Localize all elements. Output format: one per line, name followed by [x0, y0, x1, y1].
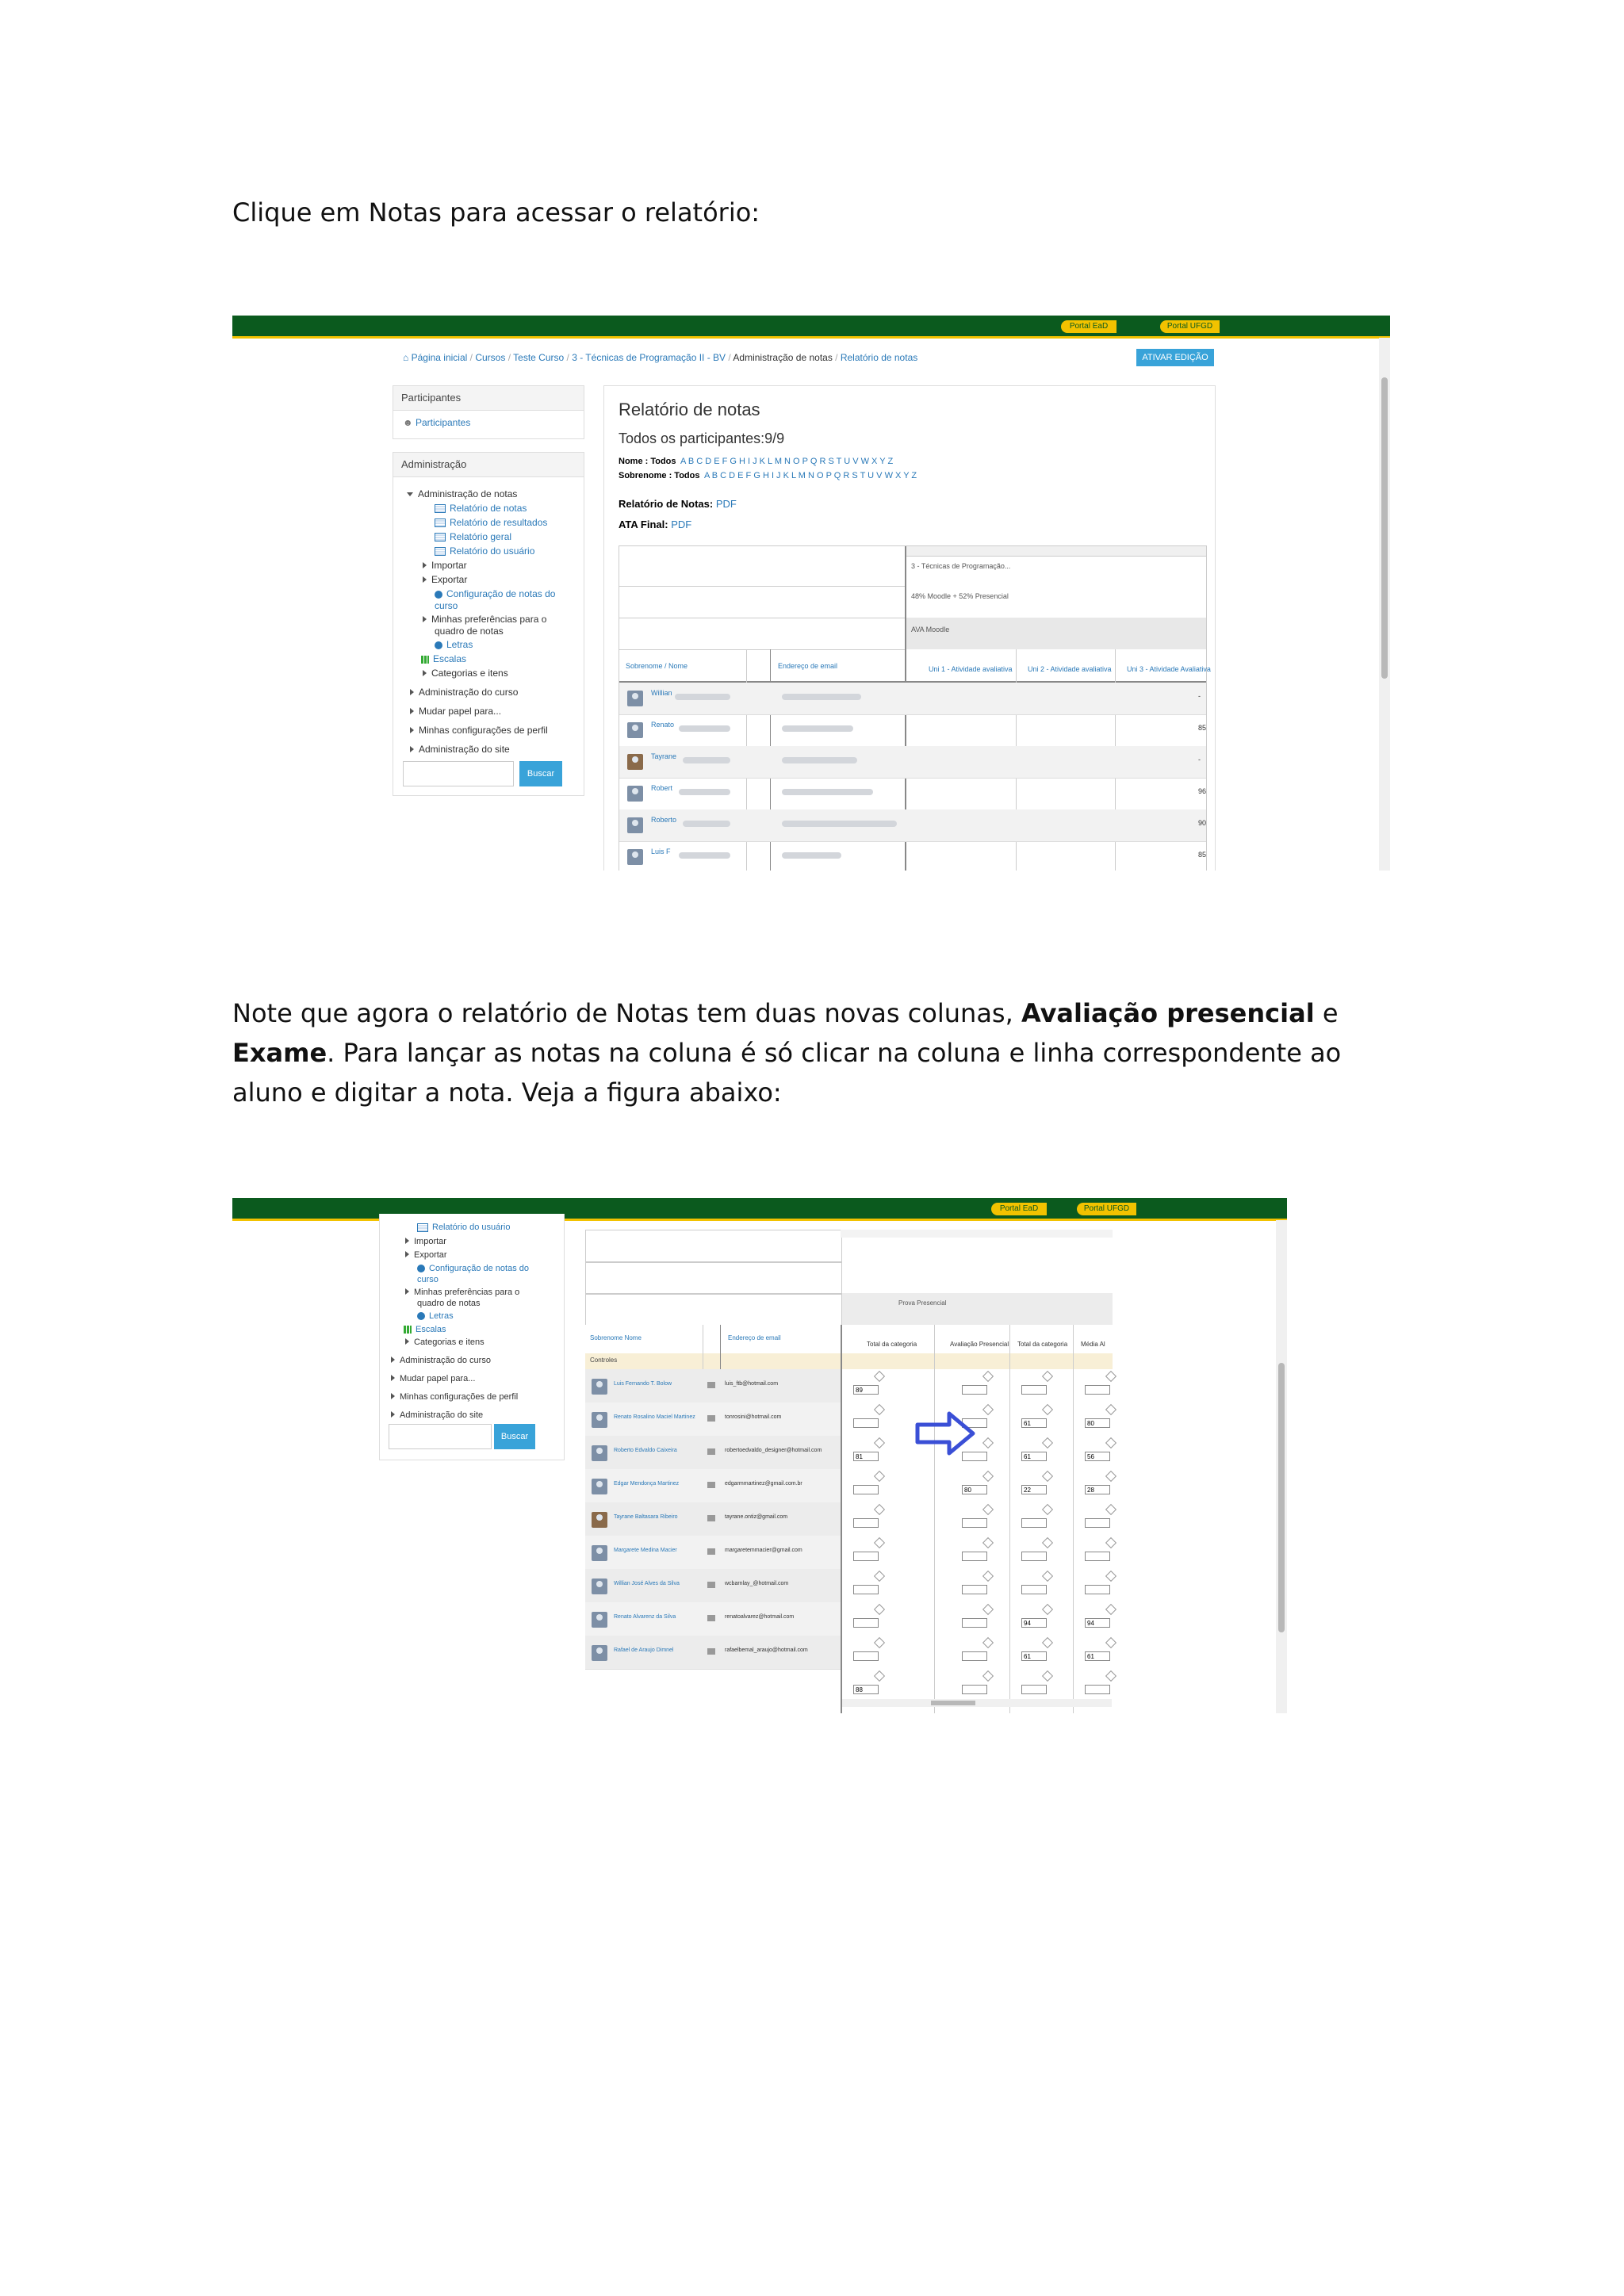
note-col1: Avaliação presencial [1021, 998, 1315, 1028]
tree-course-grade-settings[interactable]: Configuração de notas do [417, 1264, 529, 1273]
table-row[interactable] [619, 714, 1206, 747]
col-email-header[interactable]: Endereço de email [778, 662, 838, 670]
grade-input[interactable] [853, 1518, 879, 1528]
grade-input[interactable]: 56 [1085, 1452, 1110, 1461]
student-email[interactable]: renatoalvarez@hotmail.com [725, 1614, 795, 1620]
tree-scales[interactable]: Escalas [421, 653, 466, 664]
category-header-bg [842, 1293, 1113, 1325]
grade-input[interactable] [1021, 1585, 1047, 1594]
pencil-icon[interactable] [1105, 1571, 1116, 1582]
pdf-report-link[interactable]: PDF [715, 498, 737, 510]
pencil-icon[interactable] [982, 1670, 994, 1682]
pencil-icon[interactable] [874, 1504, 885, 1515]
moodle-weight-header: 48% Moodle + 52% Presencial [911, 592, 1009, 600]
grader-table [619, 545, 1211, 871]
grade-input[interactable] [1085, 1518, 1110, 1528]
chart-bars-icon [404, 1326, 412, 1334]
student-name[interactable]: Tayrane [651, 752, 677, 760]
profile-card-icon[interactable] [707, 1648, 715, 1655]
grade-value[interactable]: 96 [1198, 787, 1207, 795]
student-name[interactable]: Robert [651, 784, 673, 792]
pencil-icon[interactable] [874, 1437, 885, 1448]
student-name[interactable]: Willian José Alves da Silva [614, 1581, 680, 1586]
table-row[interactable] [619, 746, 1206, 779]
pencil-icon[interactable] [982, 1604, 994, 1615]
pencil-icon[interactable] [982, 1537, 994, 1548]
pencil-icon[interactable] [1042, 1471, 1053, 1482]
grid-scroll-thumb[interactable] [931, 1701, 975, 1705]
pencil-icon[interactable] [1042, 1571, 1053, 1582]
ava-moodle-header: AVA Moodle [911, 626, 950, 633]
tree-preferences-2[interactable]: quadro de notas [417, 1299, 481, 1308]
breadcrumb-teste[interactable]: Teste Curso [513, 352, 565, 363]
grade-input[interactable] [853, 1418, 879, 1428]
tree-outcomes-report[interactable]: Relatório de resultados [435, 517, 547, 528]
breadcrumb: ⌂ Página inicial / Cursos / Teste Curso / 3 - Técnicas de Programação II - BV / Administração de notas / Relatório de notas [403, 352, 918, 363]
profile-card-icon[interactable] [707, 1615, 715, 1621]
portal-ead-link[interactable]: Portal EaD [1061, 320, 1116, 333]
pencil-icon[interactable] [982, 1437, 994, 1448]
student-name[interactable]: Luis Fernando T. Bolow [614, 1381, 672, 1387]
grade-value[interactable]: 85 [1198, 851, 1207, 859]
tree-grade-admin[interactable]: Administração de notas [407, 488, 517, 499]
note-prefix: Note que agora o relatório de Notas tem duas novas colunas, [232, 998, 1021, 1028]
pencil-icon[interactable] [1105, 1504, 1116, 1515]
grade-input[interactable] [1085, 1585, 1110, 1594]
table-row[interactable] [619, 809, 1206, 842]
grade-input[interactable] [1021, 1552, 1047, 1561]
grade-input[interactable]: 28 [1085, 1485, 1110, 1494]
grade-input[interactable] [1085, 1552, 1110, 1561]
top-bar [232, 316, 1390, 339]
pencil-icon[interactable] [874, 1670, 885, 1682]
grade-input[interactable] [962, 1552, 987, 1561]
table-row[interactable] [585, 1569, 841, 1603]
note-col2: Exame [232, 1038, 327, 1068]
tree-categories[interactable]: Categorias e itens [423, 668, 508, 679]
intro-text: Clique em Notas para acessar o relatório: [232, 197, 760, 228]
grid-horizontal-scrollbar[interactable] [842, 1699, 1112, 1707]
grade-input[interactable]: 80 [962, 1485, 987, 1494]
col-total-category2-header[interactable]: Total da categoria [1017, 1341, 1068, 1348]
profile-card-icon[interactable] [707, 1548, 715, 1555]
pencil-icon[interactable] [874, 1604, 885, 1615]
pencil-icon[interactable] [874, 1537, 885, 1548]
avatar [592, 1612, 607, 1628]
student-email[interactable]: luis_ftb@hotmail.com [725, 1381, 779, 1387]
breadcrumb-report[interactable]: Relatório de notas [840, 352, 918, 363]
grade-input[interactable] [853, 1552, 879, 1561]
last-name-letters[interactable]: A B C D E F G H I J K L M N O P Q R S T U V W X Y Z [703, 471, 917, 480]
avatar [592, 1479, 607, 1494]
avatar [592, 1645, 607, 1661]
col-media-header[interactable]: Média Al [1081, 1341, 1105, 1348]
pencil-icon[interactable] [982, 1404, 994, 1415]
avatar [592, 1512, 607, 1528]
grade-input[interactable] [1085, 1385, 1110, 1395]
tree-grade-report[interactable]: Relatório de notas [435, 503, 527, 514]
pencil-icon[interactable] [1042, 1404, 1053, 1415]
avatar [592, 1412, 607, 1428]
tree-switch-role[interactable]: Mudar papel para... [391, 1374, 475, 1383]
profile-card-icon[interactable] [707, 1582, 715, 1588]
table-icon [435, 504, 446, 513]
profile-card-icon[interactable] [707, 1448, 715, 1455]
grade-input[interactable]: 88 [853, 1685, 879, 1694]
tree-import[interactable]: Importar [405, 1237, 446, 1246]
pencil-icon[interactable] [1042, 1637, 1053, 1648]
col-u2-header[interactable]: Uni 2 - Atividade avaliativa [1028, 665, 1112, 673]
breadcrumb-course[interactable]: 3 - Técnicas de Programação II - BV [572, 352, 726, 363]
grade-input[interactable]: 80 [1085, 1418, 1110, 1428]
grade-input[interactable] [962, 1585, 987, 1594]
pencil-icon[interactable] [1105, 1670, 1116, 1682]
admin-search-button[interactable]: Buscar [519, 761, 562, 786]
grade-input[interactable]: 61 [1021, 1651, 1047, 1661]
grade-input[interactable]: 81 [853, 1452, 879, 1461]
student-name[interactable]: Renato Alvarenz da Silva [614, 1614, 676, 1620]
grade-input[interactable] [962, 1651, 987, 1661]
gear-icon [435, 641, 442, 649]
pencil-icon[interactable] [1105, 1471, 1116, 1482]
pdf-final-link[interactable]: PDF [671, 519, 692, 530]
tree-user-report[interactable]: Relatório do usuário [435, 545, 534, 557]
tree-switch-role[interactable]: Mudar papel para... [410, 706, 501, 717]
screenshot-grade-entry [232, 1198, 1287, 1713]
grade-input[interactable]: 61 [1021, 1452, 1047, 1461]
tree-profile-settings[interactable]: Minhas configurações de perfil [391, 1392, 518, 1402]
table-icon [435, 547, 446, 556]
pencil-icon[interactable] [982, 1371, 994, 1382]
course-category-header: 3 - Técnicas de Programação... [911, 562, 1011, 570]
pencil-icon[interactable] [1105, 1537, 1116, 1548]
grade-input[interactable] [962, 1385, 987, 1395]
table-row[interactable] [585, 1602, 841, 1636]
student-name[interactable]: Roberto [651, 816, 677, 824]
participants-block [393, 385, 584, 439]
note-and: e [1314, 998, 1339, 1028]
gear-icon [435, 591, 442, 599]
pencil-icon[interactable] [1042, 1670, 1053, 1682]
portal-ead-link[interactable]: Portal EaD [991, 1203, 1047, 1215]
ava-moodle-header-bg [906, 618, 1206, 649]
grade-input[interactable]: 61 [1021, 1418, 1047, 1428]
scroll-thumb[interactable] [1381, 377, 1388, 679]
grade-input[interactable] [962, 1618, 987, 1628]
profile-card-icon[interactable] [707, 1415, 715, 1422]
arrow-right-icon [914, 1410, 976, 1456]
table-row[interactable] [585, 1436, 841, 1470]
grade-input[interactable]: 89 [853, 1385, 879, 1395]
tree-profile-settings[interactable]: Minhas configurações de perfil [410, 725, 548, 736]
pencil-icon[interactable] [1105, 1437, 1116, 1448]
grade-value[interactable]: 90 [1198, 819, 1207, 827]
student-name[interactable]: Roberto Edvaldo Caixeira [614, 1448, 677, 1453]
grade-value[interactable]: - [1198, 756, 1201, 763]
pencil-icon[interactable] [982, 1504, 994, 1515]
col-u1-header[interactable]: Uni 1 - Atividade avaliativa [929, 665, 1013, 673]
student-email[interactable]: tonrosini@hotmail.com [725, 1414, 782, 1420]
tree-user-report[interactable]: Relatório do usuário [417, 1223, 510, 1232]
screenshot-grade-report [232, 316, 1390, 871]
table-row[interactable] [585, 1502, 841, 1536]
tree-course-admin[interactable]: Administração do curso [410, 687, 518, 698]
grade-input[interactable]: 22 [1021, 1485, 1047, 1494]
grade-input[interactable] [1085, 1685, 1110, 1694]
col-name-header[interactable]: Sobrenome / Nome [626, 662, 688, 670]
grade-input[interactable] [1021, 1518, 1047, 1528]
enable-edit-button[interactable]: ATIVAR EDIÇÃO [1136, 349, 1214, 366]
pencil-icon[interactable] [874, 1404, 885, 1415]
student-name[interactable]: Margarete Medina Macier [614, 1548, 677, 1553]
avatar [592, 1379, 607, 1395]
tree-scales[interactable]: Escalas [404, 1325, 446, 1334]
tree-course-admin[interactable]: Administração do curso [391, 1356, 491, 1365]
student-name[interactable]: Rafael de Araujo Dimnel [614, 1647, 674, 1653]
report-subtitle: Todos os participantes:9/9 [619, 430, 785, 446]
student-name[interactable]: Tayrane Baltasara Ribeiro [614, 1514, 678, 1520]
pencil-icon[interactable] [874, 1371, 885, 1382]
col-avaliacao-header[interactable]: Avaliação Presencial [950, 1341, 1009, 1348]
gear-icon [417, 1312, 425, 1320]
tree-export[interactable]: Exportar [405, 1250, 447, 1260]
tree-preferences[interactable]: Minhas preferências para o [423, 614, 546, 625]
avatar [592, 1445, 607, 1461]
table-row[interactable] [585, 1536, 841, 1570]
grader-table [585, 1230, 1113, 1713]
student-name[interactable]: Luis F [651, 848, 671, 855]
note-text [232, 993, 1390, 1112]
breadcrumb-admin[interactable]: Administração de notas [733, 352, 833, 363]
tree-categories[interactable]: Categorias e itens [405, 1337, 485, 1347]
tree-letters[interactable]: Letras [435, 639, 473, 650]
grade-input[interactable] [853, 1585, 879, 1594]
tree-course-grade-settings[interactable]: Configuração de notas do [435, 588, 555, 599]
first-name-filter: Nome : Todos A B C D E F G H I J K L M N O P Q R S T U V W X Y Z [619, 457, 894, 466]
tree-overview-report[interactable]: Relatório geral [435, 531, 511, 542]
student-name[interactable]: Renato [651, 721, 675, 729]
tree-preferences-2[interactable]: quadro de notas [435, 626, 504, 637]
profile-card-icon[interactable] [707, 1482, 715, 1488]
page-scrollbar[interactable] [1379, 338, 1390, 871]
avatar [627, 817, 643, 833]
student-email[interactable]: robertoedvaldo_designer@hotmail.com [725, 1448, 822, 1453]
avatar [627, 691, 643, 706]
grade-input[interactable] [962, 1685, 987, 1694]
profile-card-icon[interactable] [707, 1515, 715, 1521]
table-icon [435, 533, 446, 541]
tree-export[interactable]: Exportar [423, 574, 467, 585]
pencil-icon[interactable] [982, 1571, 994, 1582]
pencil-icon[interactable] [1105, 1604, 1116, 1615]
grade-input[interactable]: 94 [1085, 1618, 1110, 1628]
table-icon [417, 1223, 428, 1232]
grade-input[interactable] [1021, 1685, 1047, 1694]
student-name[interactable]: Willian [651, 689, 672, 697]
column-header-row [585, 1325, 1113, 1355]
tree-site-admin[interactable]: Administração do site [410, 744, 510, 755]
grade-input[interactable] [853, 1651, 879, 1661]
note-suffix: . Para lançar as notas na coluna é só clicar na coluna e linha correspondente ao aluno e digitar a nota. Veja a figura abaixo: [232, 1038, 1342, 1108]
table-row[interactable] [585, 1636, 841, 1670]
controls-label: Controles [590, 1357, 618, 1364]
grade-input[interactable] [853, 1618, 879, 1628]
portal-ufgd-link[interactable]: Portal UFGD [1160, 320, 1220, 333]
pencil-icon[interactable] [982, 1471, 994, 1482]
column-header-row [619, 649, 1206, 683]
report-title: Relatório de notas [619, 400, 760, 419]
pencil-icon[interactable] [1042, 1604, 1053, 1615]
pencil-icon[interactable] [1042, 1537, 1053, 1548]
table-row[interactable] [585, 1402, 841, 1437]
pdf-final-row: ATA Final: PDF [619, 519, 692, 530]
pencil-icon[interactable] [1105, 1404, 1116, 1415]
tree-letters[interactable]: Letras [417, 1311, 454, 1321]
tree-course-grade-settings-2[interactable]: curso [417, 1275, 439, 1284]
table-row[interactable] [619, 841, 1206, 871]
profile-card-icon[interactable] [707, 1382, 715, 1388]
home-icon: ⌂ [403, 352, 409, 363]
table-row[interactable] [585, 1369, 841, 1403]
student-email[interactable]: wcbarnlay_@hotmail.com [725, 1581, 789, 1586]
participants-block-title: Participantes [393, 386, 584, 411]
grade-input[interactable]: 61 [1085, 1651, 1110, 1661]
pencil-icon[interactable] [1105, 1371, 1116, 1382]
col-u3-header[interactable]: Uni 3 - Atividade Avaliativa [1127, 665, 1211, 673]
grade-input[interactable] [1021, 1385, 1047, 1395]
pencil-icon[interactable] [874, 1471, 885, 1482]
table-row[interactable] [585, 1469, 841, 1503]
last-name-filter: Sobrenome : Todos A B C D E F G H I J K L M N O P Q R S T U V W X Y Z [619, 471, 917, 480]
avatar [627, 786, 643, 802]
table-icon [435, 519, 446, 527]
breadcrumb-cursos[interactable]: Cursos [475, 352, 506, 363]
pencil-icon[interactable] [874, 1637, 885, 1648]
gear-icon [417, 1265, 425, 1272]
page-scrollbar[interactable] [1276, 1220, 1287, 1713]
admin-block-title: Administração [393, 453, 584, 477]
grade-input[interactable] [853, 1485, 879, 1494]
admin-search-button[interactable]: Buscar [494, 1424, 535, 1449]
student-name[interactable]: Renato Rosalino Maciel Martinez [614, 1414, 695, 1420]
pencil-icon[interactable] [874, 1571, 885, 1582]
table-row[interactable] [619, 683, 1206, 715]
student-email[interactable]: rafaelbemal_araujo@hotmail.com [725, 1647, 808, 1653]
col-email-header[interactable]: Endereço de email [728, 1334, 781, 1341]
scroll-thumb[interactable] [1278, 1363, 1285, 1632]
avatar [627, 722, 643, 738]
grade-value[interactable]: 85 [1198, 724, 1207, 732]
student-email[interactable]: margaretemmacier@gmail.com [725, 1548, 802, 1553]
chart-bars-icon [421, 656, 429, 664]
breadcrumb-home[interactable]: Página inicial [411, 352, 468, 363]
pencil-icon[interactable] [1042, 1437, 1053, 1448]
pdf-report-row: Relatório de Notas: PDF [619, 498, 737, 510]
avatar [627, 849, 643, 865]
avatar [627, 754, 643, 770]
table-row[interactable] [619, 778, 1206, 810]
grade-value[interactable]: - [1198, 692, 1201, 700]
tree-import[interactable]: Importar [423, 560, 467, 571]
portal-ufgd-link[interactable]: Portal UFGD [1077, 1203, 1136, 1215]
col-name-header[interactable]: Sobrenome Nome [590, 1334, 642, 1341]
admin-search-input[interactable] [389, 1424, 492, 1449]
avatar [592, 1578, 607, 1594]
tree-course-grade-settings-2[interactable]: curso [435, 600, 458, 611]
prova-presencial-header: Prova Presencial [898, 1299, 947, 1307]
pencil-icon[interactable] [1105, 1637, 1116, 1648]
tree-preferences[interactable]: Minhas preferências para o [405, 1288, 519, 1297]
pencil-icon[interactable] [982, 1637, 994, 1648]
grade-input[interactable] [962, 1518, 987, 1528]
users-icon: ☻ [403, 417, 413, 428]
student-email[interactable]: tayrane.ontiz@gmail.com [725, 1514, 788, 1520]
col-total-category-header[interactable]: Total da categoria [867, 1341, 917, 1348]
pencil-icon[interactable] [1042, 1504, 1053, 1515]
controls-row [585, 1353, 1113, 1369]
first-name-letters[interactable]: A B C D E F G H I J K L M N O P Q R S T U V W X Y Z [680, 457, 894, 466]
participants-link[interactable]: Participantes [415, 417, 471, 428]
admin-search-input[interactable] [403, 761, 514, 786]
student-email[interactable]: edgarmmartinez@gmail.com.br [725, 1481, 802, 1487]
tree-site-admin[interactable]: Administração do site [391, 1410, 483, 1420]
grade-input[interactable]: 94 [1021, 1618, 1047, 1628]
pencil-icon[interactable] [1042, 1371, 1053, 1382]
student-name[interactable]: Edgar Mendonça Martinez [614, 1481, 680, 1487]
avatar [592, 1545, 607, 1561]
